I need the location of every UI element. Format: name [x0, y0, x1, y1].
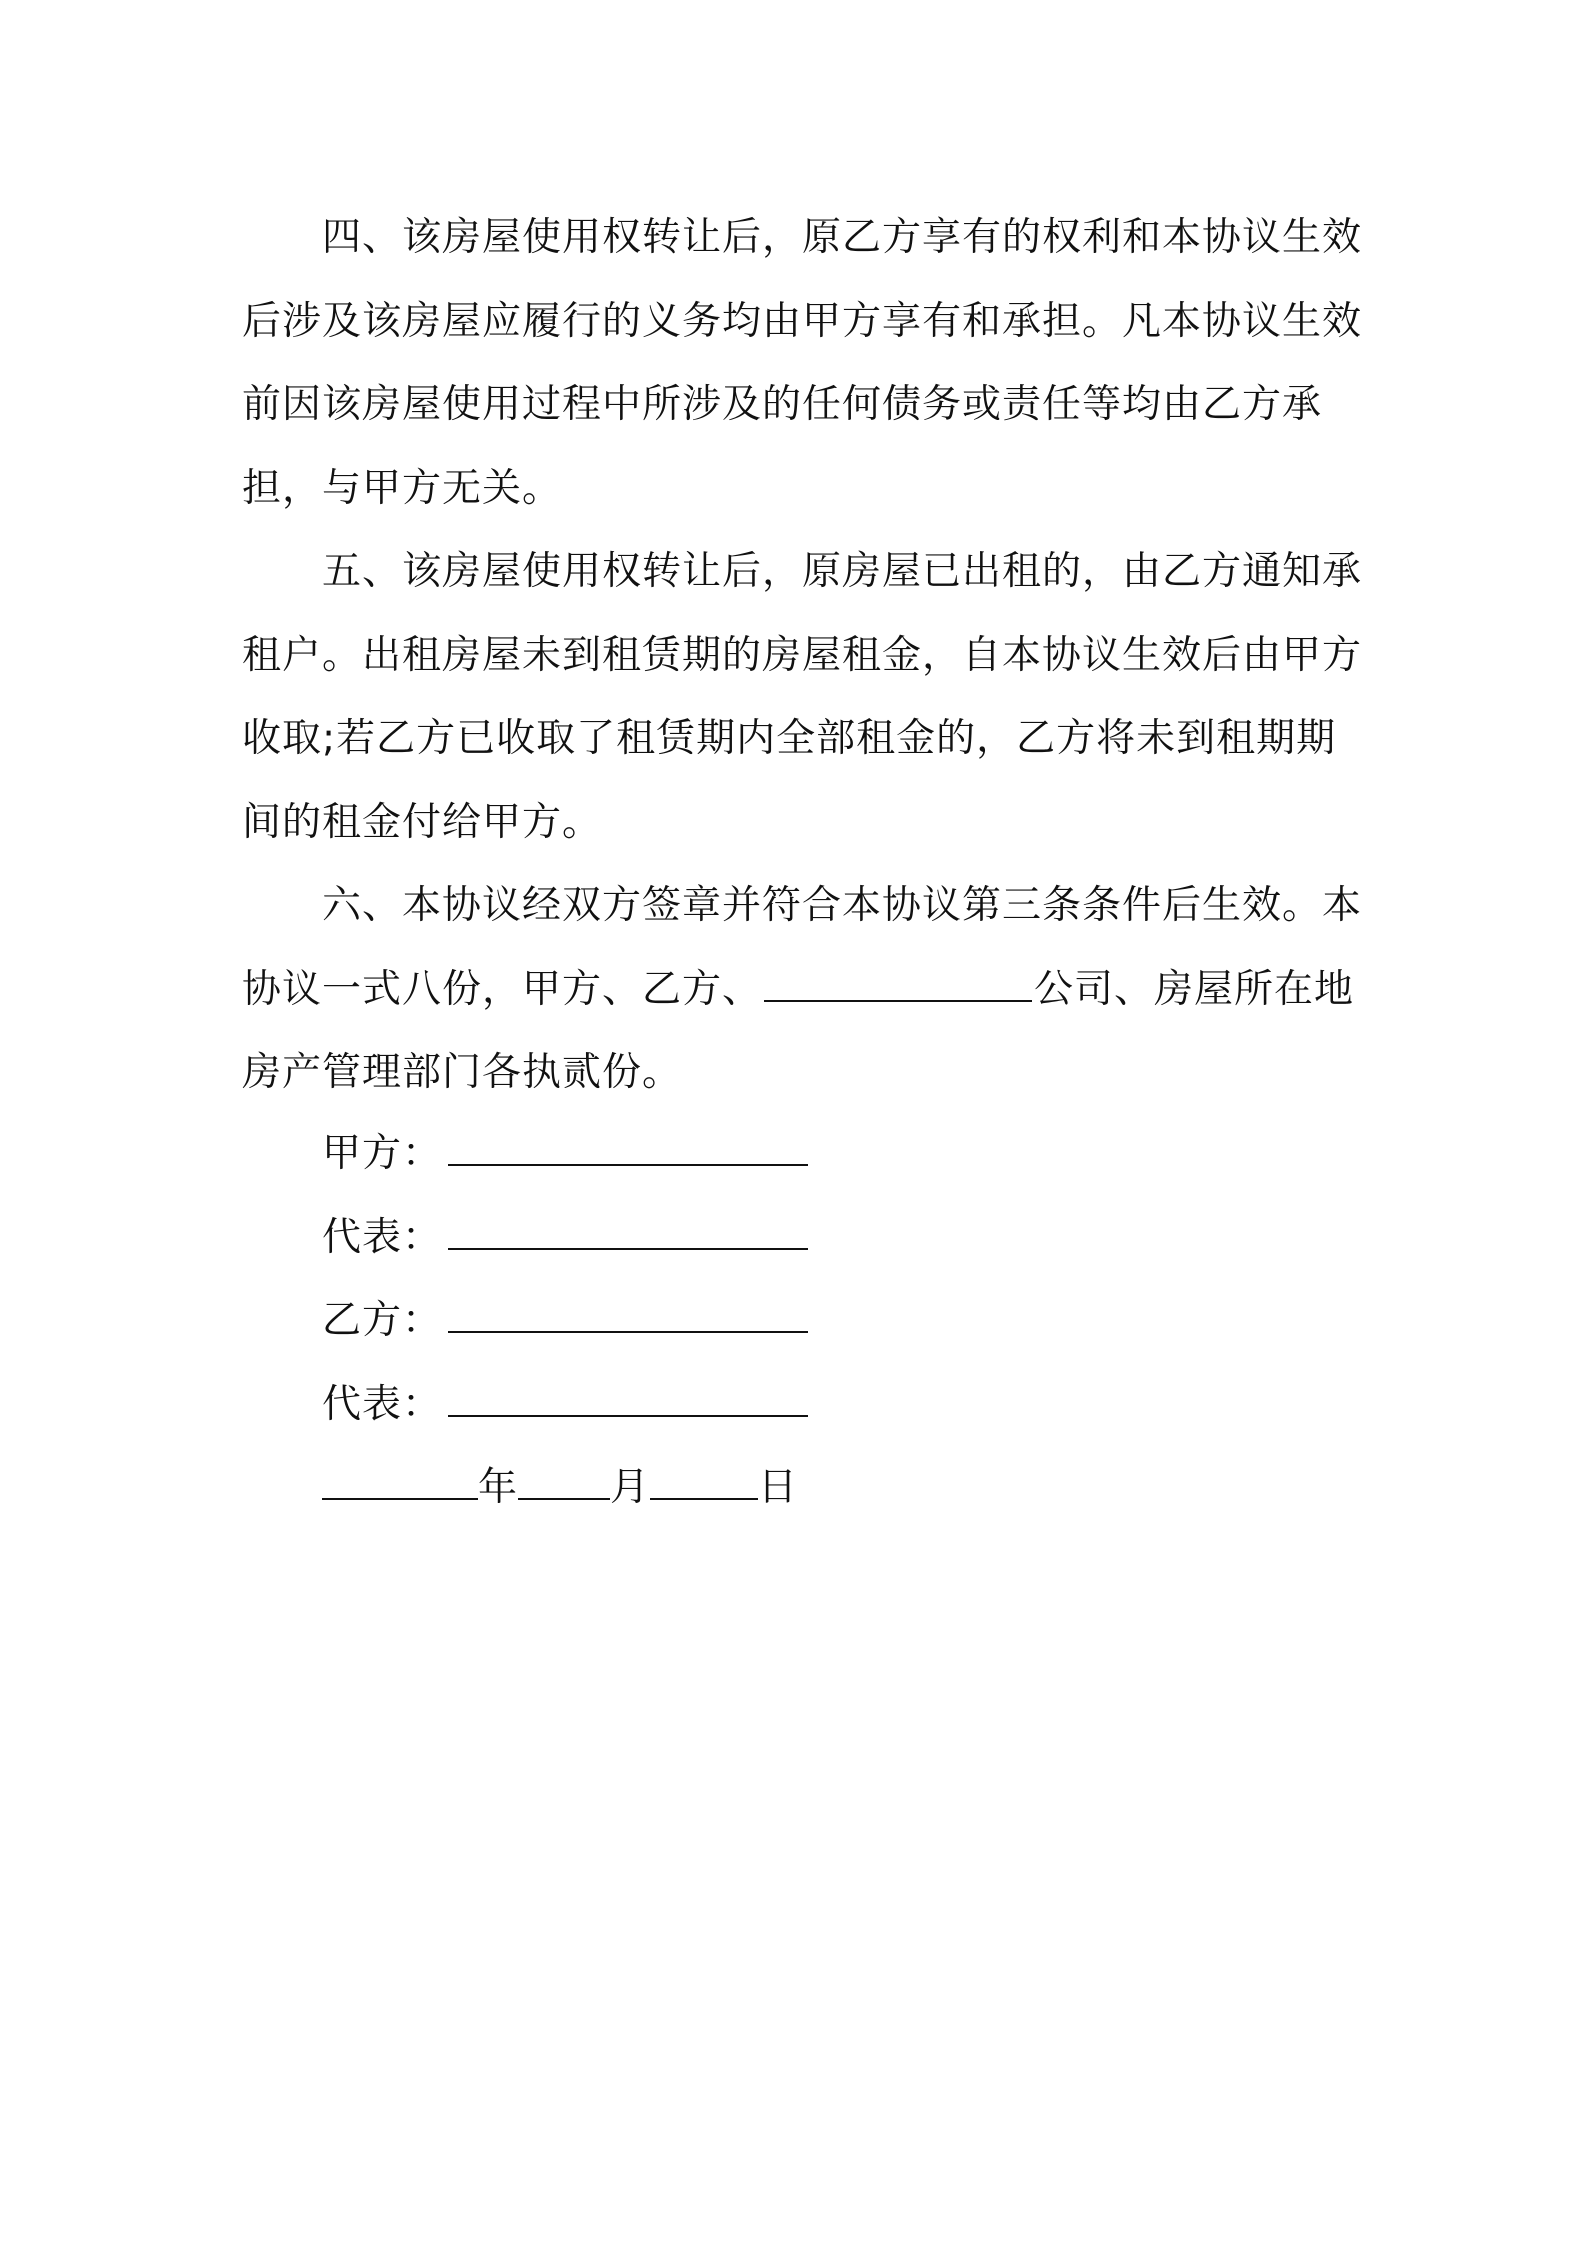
clause-six-line-2-after: 公司、房屋所在地: [1034, 966, 1355, 1012]
rep-a-label: 代表：: [322, 1214, 443, 1260]
party-b-label: 乙方：: [322, 1298, 443, 1343]
party-a-blank[interactable]: [448, 1132, 808, 1166]
party-b-signature: [322, 1279, 808, 1363]
party-a-representative: [322, 1196, 808, 1280]
clause-six: [242, 864, 1363, 1115]
clause-four-line-4: 担，与甲方无关。: [242, 465, 563, 511]
party-b-representative: [322, 1363, 808, 1447]
clause-five: [242, 530, 1363, 864]
clause-five-line-3: 收取;若乙方已收取了租赁期内全部租金的，乙方将未到租期期: [242, 716, 1337, 761]
year-blank[interactable]: [322, 1466, 478, 1500]
party-b-blank[interactable]: [448, 1299, 808, 1333]
rep-b-blank[interactable]: [448, 1383, 808, 1417]
clause-six-line-2: [242, 948, 1355, 1032]
month-blank[interactable]: [518, 1466, 610, 1500]
clause-six-line-3: 房产管理部门各执贰份。: [242, 1050, 683, 1095]
party-a-signature: [322, 1112, 808, 1196]
year-label: 年: [478, 1465, 519, 1510]
clause-four-line-3: 前因该房屋使用过程中所涉及的任何债务或责任等均由乙方承: [242, 382, 1323, 427]
day-label: 日: [758, 1465, 799, 1510]
clause-four-line-2: 后涉及该房屋应履行的义务均由甲方享有和承担。凡本协议生效: [242, 298, 1363, 344]
signature-block: [322, 1112, 808, 1530]
day-blank[interactable]: [650, 1466, 758, 1500]
agreement-body: [242, 196, 1363, 1115]
clause-five-line-4: 间的租金付给甲方。: [242, 799, 603, 845]
rep-b-label: 代表：: [322, 1381, 443, 1427]
clause-four-line-1: 四、该房屋使用权转让后，原乙方享有的权利和本协议生效: [322, 215, 1363, 260]
signing-date: [322, 1446, 808, 1530]
party-a-label: 甲方：: [322, 1131, 443, 1176]
company-name-blank[interactable]: [764, 968, 1032, 1002]
month-label: 月: [610, 1465, 651, 1510]
clause-six-line-1: 六、本协议经双方签章并符合本协议第三条条件后生效。本: [322, 883, 1363, 928]
clause-five-line-1: 五、该房屋使用权转让后，原房屋已出租的，由乙方通知承: [322, 549, 1363, 594]
clause-five-line-2: 租户。出租房屋未到租赁期的房屋租金，自本协议生效后由甲方: [242, 632, 1363, 678]
rep-a-blank[interactable]: [448, 1216, 808, 1250]
clause-four: [242, 196, 1363, 530]
clause-six-line-2-before: 协议一式八份，甲方、乙方、: [242, 966, 763, 1012]
